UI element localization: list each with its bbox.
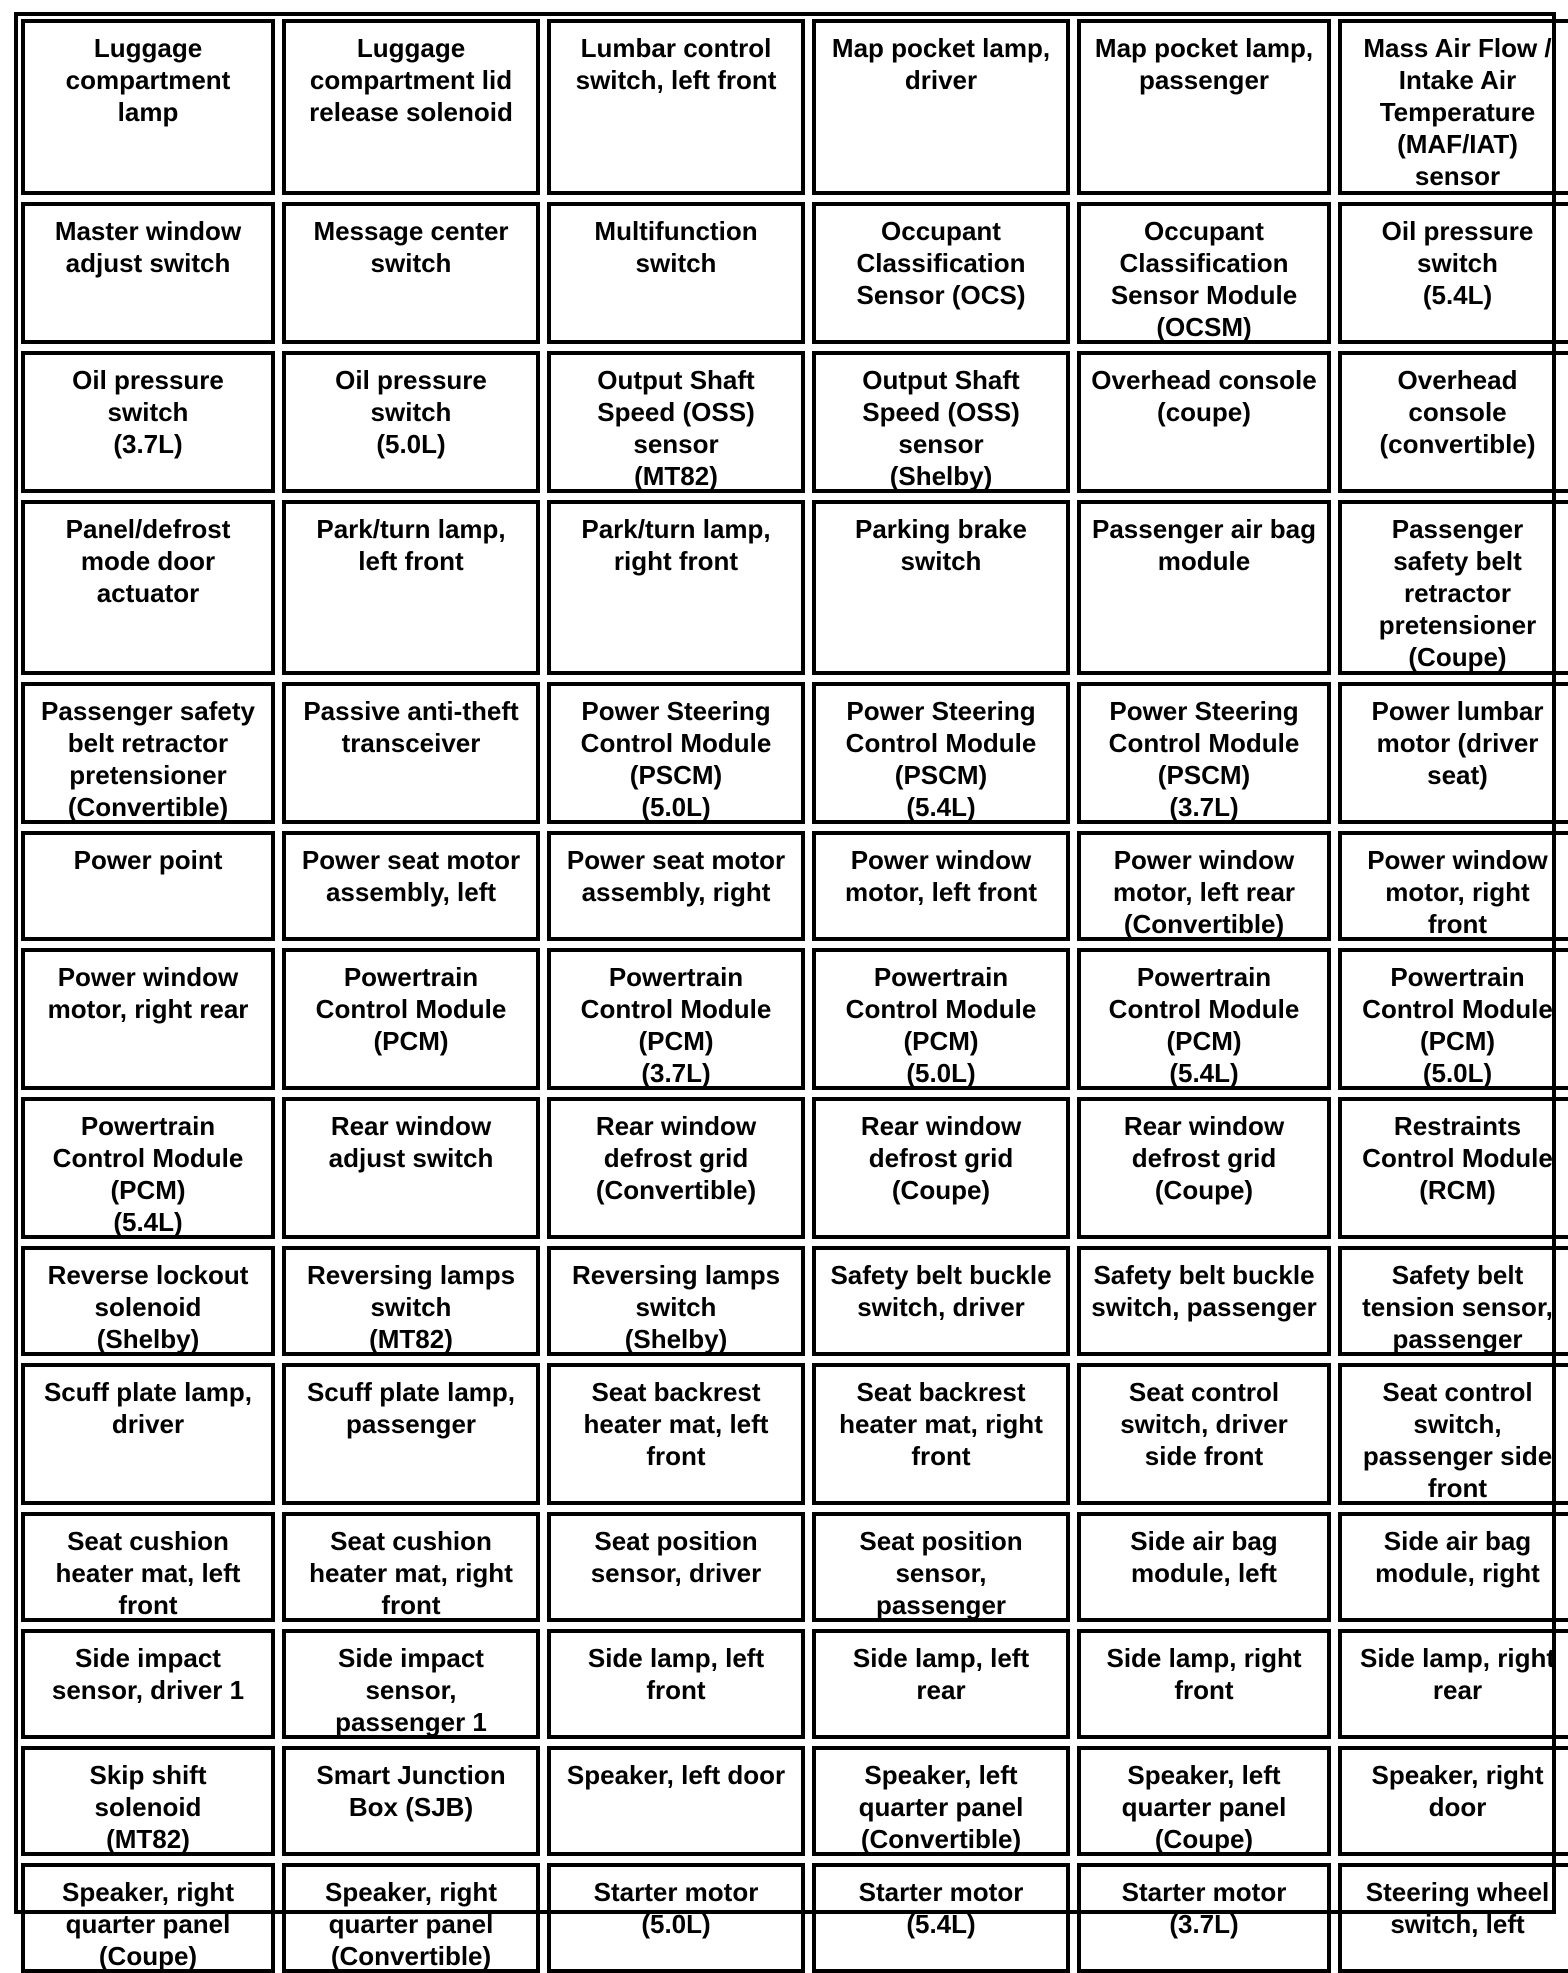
table-cell: Starter motor (3.7L) xyxy=(1077,1863,1331,1973)
table-cell: Speaker, left quarter panel (Convertible) xyxy=(812,1746,1070,1856)
table-cell: Map pocket lamp, driver xyxy=(812,19,1070,195)
table-cell: Reverse lockout solenoid (Shelby) xyxy=(21,1246,275,1356)
table-cell: Speaker, right door xyxy=(1338,1746,1568,1856)
table-cell: Master window adjust switch xyxy=(21,202,275,344)
table-cell: Side lamp, left front xyxy=(547,1629,805,1739)
table-cell: Seat position sensor, passenger xyxy=(812,1512,1070,1622)
table-cell: Map pocket lamp, passenger xyxy=(1077,19,1331,195)
table-cell: Oil pressure switch (3.7L) xyxy=(21,351,275,493)
table-cell: Powertrain Control Module (PCM) xyxy=(282,948,540,1090)
table-cell: Speaker, right quarter panel (Coupe) xyxy=(21,1863,275,1973)
table-cell: Oil pressure switch (5.4L) xyxy=(1338,202,1568,344)
table-cell: Passive anti-theft transceiver xyxy=(282,682,540,824)
table-cell: Side lamp, left rear xyxy=(812,1629,1070,1739)
table-cell: Speaker, left door xyxy=(547,1746,805,1856)
table-cell: Powertrain Control Module (PCM) (3.7L) xyxy=(547,948,805,1090)
table-cell: Oil pressure switch (5.0L) xyxy=(282,351,540,493)
table-cell: Multifunction switch xyxy=(547,202,805,344)
table-cell: Powertrain Control Module (PCM) (5.0L) xyxy=(1338,948,1568,1090)
table-cell: Scuff plate lamp, driver xyxy=(21,1363,275,1505)
table-cell: Parking brake switch xyxy=(812,500,1070,675)
table-cell: Seat backrest heater mat, right front xyxy=(812,1363,1070,1505)
table-cell: Rear window adjust switch xyxy=(282,1097,540,1239)
table-cell: Seat position sensor, driver xyxy=(547,1512,805,1622)
table-cell: Side lamp, right front xyxy=(1077,1629,1331,1739)
table-cell: Safety belt tension sensor, passenger xyxy=(1338,1246,1568,1356)
table-cell: Steering wheel switch, left xyxy=(1338,1863,1568,1973)
table-cell: Rear window defrost grid (Coupe) xyxy=(1077,1097,1331,1239)
table-cell: Reversing lamps switch (MT82) xyxy=(282,1246,540,1356)
table-cell: Power Steering Control Module (PSCM) (3.7L) xyxy=(1077,682,1331,824)
table-cell: Occupant Classification Sensor Module (OCSM) xyxy=(1077,202,1331,344)
table-cell: Power lumbar motor (driver seat) xyxy=(1338,682,1568,824)
table-cell: Seat control switch, driver side front xyxy=(1077,1363,1331,1505)
table-cell: Park/turn lamp, left front xyxy=(282,500,540,675)
table-cell: Safety belt buckle switch, passenger xyxy=(1077,1246,1331,1356)
table-cell: Power Steering Control Module (PSCM) (5.0L) xyxy=(547,682,805,824)
table-cell: Overhead console (convertible) xyxy=(1338,351,1568,493)
table-cell: Lumbar control switch, left front xyxy=(547,19,805,195)
table-cell: Passenger safety belt retractor pretensioner (Coupe) xyxy=(1338,500,1568,675)
table-cell: Message center switch xyxy=(282,202,540,344)
table-cell: Seat control switch, passenger side front xyxy=(1338,1363,1568,1505)
table-cell: Side impact sensor, driver 1 xyxy=(21,1629,275,1739)
table-cell: Starter motor (5.4L) xyxy=(812,1863,1070,1973)
table-cell: Occupant Classification Sensor (OCS) xyxy=(812,202,1070,344)
table-cell: Power seat motor assembly, left xyxy=(282,831,540,941)
table-cell: Power point xyxy=(21,831,275,941)
table-cell: Power window motor, right front xyxy=(1338,831,1568,941)
table-cell: Power window motor, left front xyxy=(812,831,1070,941)
table-cell: Seat cushion heater mat, left front xyxy=(21,1512,275,1622)
table-cell: Reversing lamps switch (Shelby) xyxy=(547,1246,805,1356)
table-cell: Output Shaft Speed (OSS) sensor (Shelby) xyxy=(812,351,1070,493)
table-cell: Side air bag module, left xyxy=(1077,1512,1331,1622)
table-cell: Seat backrest heater mat, left front xyxy=(547,1363,805,1505)
table-cell: Overhead console (coupe) xyxy=(1077,351,1331,493)
table-cell: Power seat motor assembly, right xyxy=(547,831,805,941)
table-cell: Side air bag module, right xyxy=(1338,1512,1568,1622)
table-cell: Passenger safety belt retractor pretensioner (Convertible) xyxy=(21,682,275,824)
table-cell: Starter motor (5.0L) xyxy=(547,1863,805,1973)
table-cell: Output Shaft Speed (OSS) sensor (MT82) xyxy=(547,351,805,493)
table-cell: Rear window defrost grid (Convertible) xyxy=(547,1097,805,1239)
table-cell: Rear window defrost grid (Coupe) xyxy=(812,1097,1070,1239)
table-cell: Luggage compartment lamp xyxy=(21,19,275,195)
table-cell: Scuff plate lamp, passenger xyxy=(282,1363,540,1505)
table-cell: Mass Air Flow / Intake Air Temperature (MAF/IAT) sensor xyxy=(1338,19,1568,195)
table-cell: Restraints Control Module (RCM) xyxy=(1338,1097,1568,1239)
table-cell: Smart Junction Box (SJB) xyxy=(282,1746,540,1856)
table-cell: Powertrain Control Module (PCM) (5.0L) xyxy=(812,948,1070,1090)
table-cell: Speaker, right quarter panel (Convertible) xyxy=(282,1863,540,1973)
table-cell: Power Steering Control Module (PSCM) (5.4L) xyxy=(812,682,1070,824)
table-cell: Passenger air bag module xyxy=(1077,500,1331,675)
table-cell: Powertrain Control Module (PCM) (5.4L) xyxy=(21,1097,275,1239)
table-cell: Side impact sensor, passenger 1 xyxy=(282,1629,540,1739)
table-cell: Skip shift solenoid (MT82) xyxy=(21,1746,275,1856)
table-cell: Park/turn lamp, right front xyxy=(547,500,805,675)
table-cell: Seat cushion heater mat, right front xyxy=(282,1512,540,1622)
table-cell: Luggage compartment lid release solenoid xyxy=(282,19,540,195)
table-cell: Safety belt buckle switch, driver xyxy=(812,1246,1070,1356)
table-cell: Speaker, left quarter panel (Coupe) xyxy=(1077,1746,1331,1856)
table-cell: Power window motor, right rear xyxy=(21,948,275,1090)
table-cell: Side lamp, right rear xyxy=(1338,1629,1568,1739)
component-grid xyxy=(14,12,1556,1971)
table-cell: Panel/defrost mode door actuator xyxy=(21,500,275,675)
table-cell: Power window motor, left rear (Convertible) xyxy=(1077,831,1331,941)
table-cell: Powertrain Control Module (PCM) (5.4L) xyxy=(1077,948,1331,1090)
